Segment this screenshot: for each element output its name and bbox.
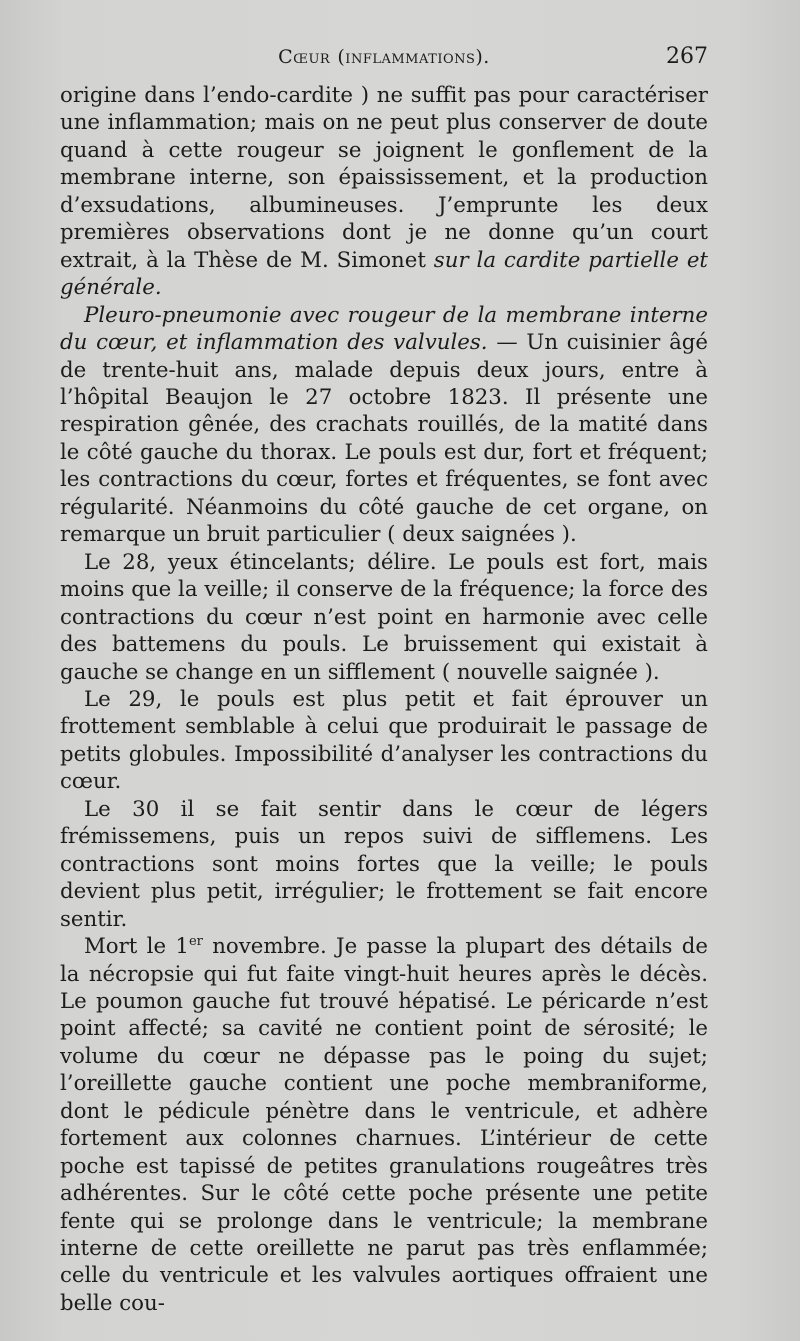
paragraph-3: Le 28, yeux étincelants; délire. Le pouls est fort, mais moins que la veille; il conserve de la fréquence; la force des contractions du cœur n’est point en harmonie avec celle des battemens du pouls. Le bruissement qui existait à gauche se change en un sifflement ( nouvelle saignée ). bbox=[60, 549, 708, 685]
paragraph-2 bbox=[60, 302, 708, 549]
body-text bbox=[60, 82, 708, 1317]
running-title-word: Cœur bbox=[278, 46, 331, 68]
paragraph-2-text: — Un cuisinier âgé de trente-huit ans, malade depuis deux jours, entre à l’hôpital Beaujon le 27 octobre 1823. Il présente une respiration gênée, des crachats rouillés, de la matité dans le côté gauche du thorax. Le pouls est dur, fort et fréquent; les contractions du cœur, fortes et fréquentes, se font avec régularité. Néanmoins du côté gauche de cet organe, on remarque un bruit particulier ( deux saignées ). bbox=[60, 330, 708, 548]
paragraph-5: Le 30 il se fait sentir dans le cœur de légers frémissemens, puis un repos suivi de sifflemens. Les contractions sont moins fortes que la veille; le pouls devient plus petit, irrégulier; le frottement se fait encore sentir. bbox=[60, 796, 708, 932]
page-number: 267 bbox=[666, 44, 708, 69]
paragraph-2-italic: Pleuro-pneumonie avec rougeur de la membrane interne du cœur, et inflammation des valvules. bbox=[60, 302, 708, 356]
paragraph-6-sup: er bbox=[188, 933, 203, 949]
paragraph-1-text: origine dans l’endo-cardite ) ne suffit pas pour caractériser une inflammation; mais on ne peut plus conserver de doute quand à cette rougeur se joignent le gonflement de la membrane interne, son épaississement, et la production d’exsudations, albumineuses. J’emprunte les deux premières observations dont je ne donne qu’un court extrait, à la Thèse de M. Simonet bbox=[60, 83, 708, 273]
running-title bbox=[60, 44, 708, 68]
paragraph-1 bbox=[60, 82, 708, 302]
paragraph-6-start: Mort le 1 bbox=[84, 934, 189, 960]
paragraph-6 bbox=[60, 933, 708, 1317]
paragraph-6-text: novembre. Je passe la plupart des détails de la nécropsie qui fut faite vingt-huit heures après le décès. Le poumon gauche fut trouvé hépatisé. Le péricarde n’est point affecté; sa cavité ne contient point de sérosité; le volume du cœur ne dépasse pas le poing du sujet; l’oreillette gauche contient une poche membraniforme, dont le pédicule pénètre dans le ventricule, et adhère fortement aux colonnes charnues. L’intérieur de cette poche est tapissé de petites granulations rougeâtres très adhérentes. Sur le côté cette poche présente une petite fente qui se prolonge dans le ventricule; la membrane interne de cette oreillette ne parut pas très enflammée; celle du ventricule et les valvules aortiques offraient une belle cou- bbox=[60, 934, 708, 1316]
running-title-paren: (inflammations). bbox=[337, 46, 490, 68]
paragraph-1-italic: sur la cardite partielle et générale. bbox=[60, 247, 708, 301]
page-header bbox=[60, 44, 708, 76]
paragraph-4: Le 29, le pouls est plus petit et fait éprouver un frottement semblable à celui que produirait le passage de petits globules. Impossibilité d’analyser les contractions du cœur. bbox=[60, 686, 708, 795]
